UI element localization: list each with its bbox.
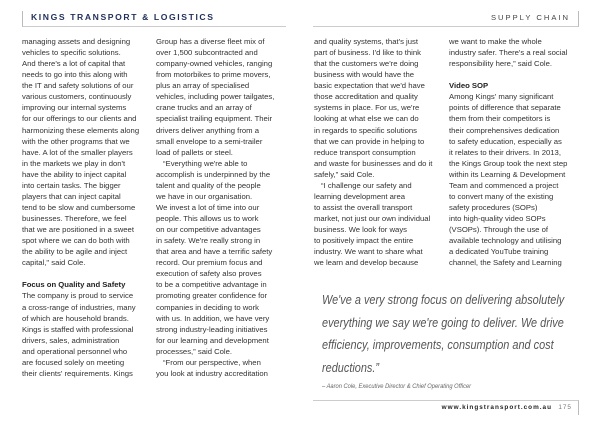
text-line: with the other programs that we <box>22 136 130 146</box>
pull-quote-line: everything we say we're going to deliver. We drive <box>322 314 564 330</box>
text-line: crane trucks and an array of <box>156 103 252 113</box>
text-line: Among Kings' many significant <box>449 92 554 102</box>
text-line: record. Our premium focus and <box>156 258 263 268</box>
text-line: systems in place. For us, we're <box>314 103 420 113</box>
text-line: are focused solely on meeting <box>22 357 125 367</box>
text-line: to be a competitive advantage in <box>156 280 267 290</box>
text-line: into certain tasks. The bigger <box>22 180 121 190</box>
text-line: the ability to be agile and inject <box>22 247 128 257</box>
subheading: Video SOP <box>449 81 489 91</box>
text-line: drivers deliver anything from a <box>156 125 259 135</box>
text-line: channel, the Safety and Learning <box>449 258 562 268</box>
text-line: plus an array of specialised <box>156 81 250 91</box>
text-line: talent and quality of the people <box>156 180 261 190</box>
text-line <box>449 69 579 80</box>
text-line: to assist the overall transport <box>314 202 413 212</box>
text-line: business with would have the <box>314 70 414 80</box>
text-line: on our competitive advantages <box>156 225 261 235</box>
text-line: we want to make the whole <box>449 37 542 46</box>
running-header-left <box>22 11 286 27</box>
text-line: to safety education, especially as <box>449 136 562 146</box>
text-line: drivers, sales, administration <box>22 335 120 345</box>
text-line: industry safer. There's a real social <box>449 48 568 58</box>
text-line: capital," said Cole. <box>22 258 86 268</box>
text-line: promoting greater confidence for <box>156 291 268 301</box>
text-line: “From our perspective, when <box>163 357 261 367</box>
text-line: in regards to specific solutions <box>314 125 417 135</box>
text-line: businesses. Therefore, we feel <box>22 214 127 223</box>
text-line: spot where we can do both with <box>22 236 130 246</box>
text-line: those accreditation and quality <box>314 92 418 102</box>
text-line: to positively impact the entire <box>314 236 414 246</box>
text-line: it relates to their drivers. In 2013, <box>449 147 561 157</box>
text-line: The company is proud to service <box>22 291 134 301</box>
text-line: “I challenge our safety and <box>321 180 412 190</box>
text-line: industry. We want to share what <box>314 247 423 257</box>
text-line: We invest a lot of time into our <box>156 202 260 212</box>
publication-title: KINGS TRANSPORT & LOGISTICS <box>31 12 215 22</box>
text-line: “Everything we're able to <box>163 158 248 168</box>
page-number: 175 <box>558 404 572 411</box>
text-line: Group has a diverse fleet mix of <box>156 37 265 46</box>
text-line <box>22 268 152 279</box>
text-line: have. A lot of the smaller players <box>22 147 133 157</box>
text-line: the IT and safety solutions of our <box>22 81 134 91</box>
text-line: over 1,500 subcontracted and <box>156 48 258 58</box>
text-line: And there's a lot of capital that <box>22 59 126 69</box>
text-line: available technology and utilising <box>449 236 562 246</box>
page-footer <box>313 400 579 415</box>
text-line: (VSOPs). Through the use of <box>449 225 548 235</box>
text-line: we learn and develop because <box>314 258 419 268</box>
text-line: in safety. We're really strong in <box>156 236 261 246</box>
text-line: vehicles, including power tailgates, <box>156 92 275 102</box>
pull-quote-line: reductions.” <box>322 359 380 375</box>
text-line: business. We look for ways <box>314 225 408 235</box>
text-line: improving our internal systems <box>22 103 127 113</box>
text-line: load of pallets or steel. <box>156 147 233 157</box>
text-line: processes,” said Cole. <box>156 346 233 356</box>
text-line: learning development area <box>314 191 406 201</box>
text-line: for our learning and development <box>156 335 269 345</box>
text-line: harmonizing these elements along <box>22 125 140 135</box>
pull-quote-line: efficiency, improvements, consumption and cost <box>322 337 554 352</box>
text-line: in the markets we play in don't <box>22 158 126 168</box>
text-line: safety procedures (SOPs) <box>449 202 538 212</box>
text-line: part of business. I'd like to think <box>314 48 422 58</box>
text-line: people. This allows us to work <box>156 214 259 223</box>
running-header-right <box>313 11 579 27</box>
text-line: of which are household brands. <box>22 313 129 323</box>
text-line: you look at industry accreditation <box>156 368 268 378</box>
text-line: managing assets and designing <box>22 37 131 46</box>
text-column-1 <box>22 36 152 379</box>
text-line: we have in our organisation. <box>156 191 253 201</box>
quote-attribution: – Aaron Cole, Executive Director & Chief Operating Officer <box>322 383 472 390</box>
text-line: and quality systems, that's just <box>314 37 419 46</box>
text-line: specialist trailing equipment. Their <box>156 114 273 124</box>
text-column-4 <box>449 36 579 268</box>
text-line: various customers, continuously <box>22 92 132 102</box>
text-line: small envelope to a semi-trailer <box>156 136 263 146</box>
text-column-2 <box>156 36 286 379</box>
text-line: within its Learning & Development <box>449 169 566 179</box>
text-line: that we can provide in helping to <box>314 136 425 146</box>
text-line: that the customers we're doing <box>314 59 419 69</box>
website-url: www.kingstransport.com.au <box>441 404 552 411</box>
text-line: safely,” said Cole. <box>314 169 375 179</box>
text-line: have the ability to inject capital <box>22 169 127 179</box>
text-line: reduce transport consumption <box>314 147 416 157</box>
text-line: their comprehensives dedication <box>449 125 560 135</box>
pull-quote-line: We've a very strong focus on delivering absolutely <box>322 292 565 307</box>
text-line: from motorbikes to prime movers, <box>156 70 271 80</box>
text-line: looking at what else we can do <box>314 114 419 124</box>
text-column-3 <box>314 36 444 268</box>
text-line: a cross-range of industries, many <box>22 302 136 312</box>
text-line: market, not just our own individual <box>314 214 431 223</box>
text-line: into high-quality video SOPs <box>449 214 546 223</box>
text-line: companies in deciding to work <box>156 302 259 312</box>
text-line: needs to go into this along with <box>22 70 128 80</box>
text-line: Kings is staffed with professional <box>22 324 134 334</box>
subheading: Focus on Quality and Safety <box>22 280 126 290</box>
text-line: them from their competitors is <box>449 114 551 124</box>
text-line: strong industry-leading initiatives <box>156 324 268 334</box>
text-line: responsibility here,” said Cole. <box>449 59 552 69</box>
text-line: and operational personnel who <box>22 346 128 356</box>
text-line: the Kings Group took the next step <box>449 158 568 168</box>
text-line: vehicles to specific solutions. <box>22 48 121 58</box>
pull-quote <box>322 289 574 379</box>
text-line: points of difference that separate <box>449 103 561 113</box>
text-line: a dedicated YouTube training <box>449 247 549 257</box>
text-line: company-owned vehicles, ranging <box>156 59 273 69</box>
text-line: accomplish is underpinned by the <box>156 169 271 179</box>
text-line: players that can inject capital <box>22 191 121 201</box>
text-line: and waste for businesses and do it <box>314 158 433 168</box>
text-line: that we are positioned in a sweet <box>22 225 134 235</box>
text-line: execution of safety also proves <box>156 269 262 279</box>
text-line: with us. In addition, we have very <box>156 313 270 323</box>
text-line: Team and commenced a project <box>449 180 559 190</box>
section-title: SUPPLY CHAIN <box>490 13 570 22</box>
text-line: to convert many of the existing <box>449 191 554 201</box>
text-line: for our offerings to our clients and <box>22 114 137 124</box>
text-line: tend to be slow and cumbersome <box>22 202 136 212</box>
text-line: basic expectation that we'd have <box>314 81 425 91</box>
text-line: that area and have a terrific safety <box>156 247 273 257</box>
text-line: their clients' requirements. Kings <box>22 368 133 378</box>
